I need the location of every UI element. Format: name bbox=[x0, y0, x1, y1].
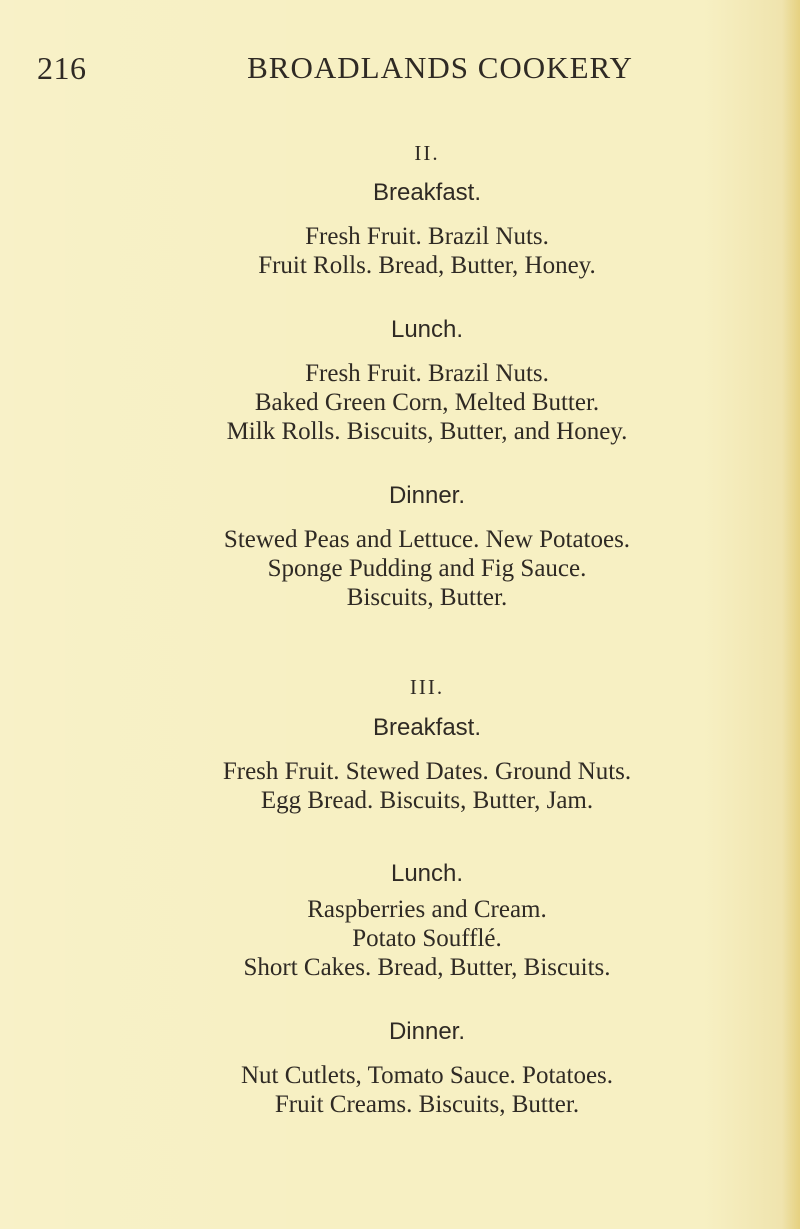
meal-title-dinner: Dinner. bbox=[388, 482, 466, 509]
meal-title-breakfast: Breakfast. bbox=[372, 714, 482, 741]
menu-number: III. bbox=[409, 675, 445, 699]
menu-line: Short Cakes. Bread, Butter, Biscuits. bbox=[243, 954, 611, 981]
menu-line: Fruit Creams. Biscuits, Butter. bbox=[274, 1091, 580, 1118]
menu-line: Fresh Fruit. Brazil Nuts. bbox=[305, 360, 549, 387]
meal-title-lunch: Lunch. bbox=[390, 316, 464, 343]
meal-title-lunch: Lunch. bbox=[390, 860, 464, 887]
menu-line: Egg Bread. Biscuits, Butter, Jam. bbox=[260, 787, 594, 814]
menu-line: Milk Rolls. Biscuits, Butter, and Honey. bbox=[226, 418, 628, 445]
running-head: BROADLANDS COOKERY bbox=[247, 50, 633, 85]
menu-line: Potato Soufflé. bbox=[352, 925, 502, 952]
menu-line: Raspberries and Cream. bbox=[307, 896, 547, 923]
menu-line: Nut Cutlets, Tomato Sauce. Potatoes. bbox=[240, 1062, 614, 1089]
menu-number: II. bbox=[414, 141, 440, 165]
meal-title-dinner: Dinner. bbox=[388, 1018, 466, 1045]
menu-line: Sponge Pudding and Fig Sauce. bbox=[267, 555, 587, 582]
page-number: 216 bbox=[37, 50, 87, 86]
menu-line: Fresh Fruit. Stewed Dates. Ground Nuts. bbox=[222, 758, 632, 785]
meal-title-breakfast: Breakfast. bbox=[372, 179, 482, 206]
menu-line: Fresh Fruit. Brazil Nuts. bbox=[305, 223, 549, 250]
menu-line: Fruit Rolls. Bread, Butter, Honey. bbox=[258, 252, 596, 279]
page-header bbox=[0, 46, 800, 86]
menu-line: Biscuits, Butter. bbox=[346, 584, 508, 611]
menu-line: Baked Green Corn, Melted Butter. bbox=[254, 389, 600, 416]
menu-line: Stewed Peas and Lettuce. New Potatoes. bbox=[223, 526, 631, 553]
